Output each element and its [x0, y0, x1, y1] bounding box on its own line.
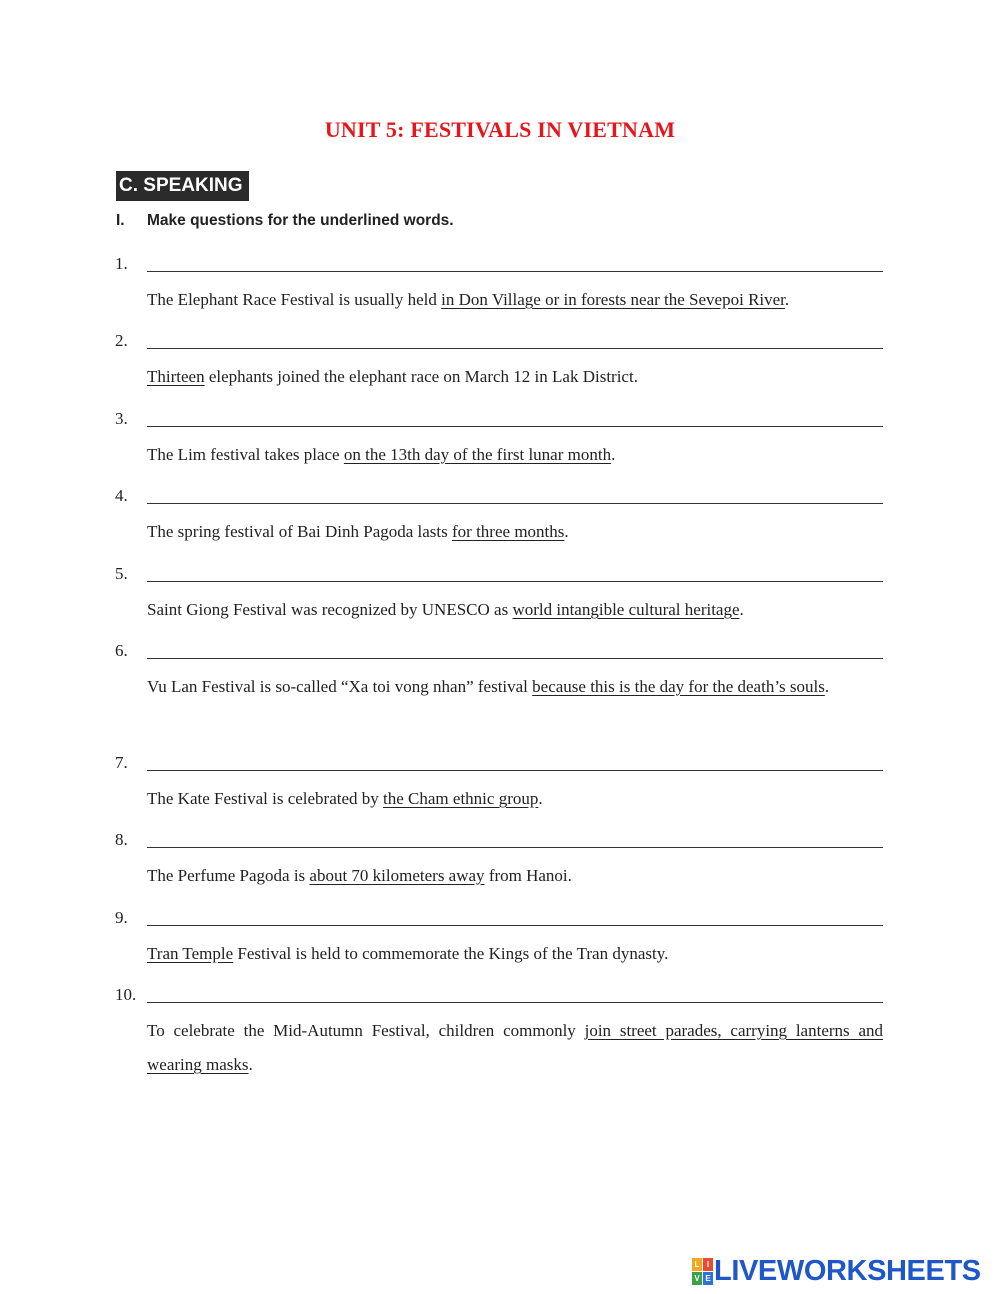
- question-number: 3.: [115, 409, 128, 428]
- answer-blank[interactable]: [147, 1002, 883, 1003]
- underlined-phrase: world intangible cultural heritage: [512, 600, 740, 619]
- sentence-text: .: [611, 445, 616, 464]
- sentence-text: The Kate Festival is celebrated by: [147, 789, 384, 808]
- logo-square: V: [692, 1272, 702, 1285]
- instruction-numeral: I.: [116, 212, 125, 229]
- question-sentence: [147, 360, 883, 394]
- sentence-text: elephants joined the elephant race on March 12 in Lak District.: [204, 367, 638, 386]
- instruction: [116, 210, 454, 232]
- sentence-text: Festival is held to commemorate the Kings of the Tran dynasty.: [233, 944, 669, 963]
- logo-text: LIVEWORKSHEETS: [714, 1254, 981, 1287]
- sentence-text: Vu Lan Festival is so-called “Xa toi vong nhan” festival: [147, 677, 533, 696]
- answer-blank[interactable]: [147, 503, 883, 504]
- question-line: [115, 329, 883, 353]
- question-number: 9.: [115, 908, 128, 927]
- question-number: 1.: [115, 254, 128, 273]
- answer-blank[interactable]: [147, 658, 883, 659]
- section-heading: C. SPEAKING: [116, 171, 249, 201]
- question-sentence: [147, 515, 883, 549]
- question-number: 2.: [115, 331, 128, 350]
- question-number: 8.: [115, 830, 128, 849]
- answer-blank[interactable]: [147, 925, 883, 926]
- sentence-text: .: [538, 789, 543, 808]
- sentence-text: .: [824, 677, 830, 696]
- question-sentence: [147, 1014, 883, 1082]
- answer-blank[interactable]: [147, 348, 883, 349]
- sentence-text: The Lim festival takes place: [147, 445, 344, 464]
- question-sentence: [147, 670, 883, 704]
- question-number: 10.: [115, 985, 137, 1004]
- sentence-text: The spring festival of Bai Dinh Pagoda lasts: [147, 522, 453, 541]
- question-line: [115, 252, 883, 276]
- sentence-text: The Elephant Race Festival is usually held: [147, 290, 442, 309]
- question-sentence: [147, 782, 883, 816]
- question-line: [115, 906, 883, 930]
- sentence-text: .: [784, 290, 790, 309]
- question-sentence: [147, 937, 883, 971]
- question-line: [115, 639, 883, 663]
- question-sentence: [147, 283, 883, 317]
- question-line: [115, 983, 883, 1007]
- answer-blank[interactable]: [147, 426, 883, 427]
- question-number: 6.: [115, 641, 128, 660]
- question-sentence: [147, 438, 883, 472]
- liveworksheets-logo: [692, 1254, 981, 1288]
- instruction-text: Make questions for the underlined words.: [147, 212, 454, 229]
- sentence-text: .: [739, 600, 744, 619]
- question-number: 7.: [115, 753, 128, 772]
- question-line: [115, 407, 883, 431]
- sentence-text: .: [248, 1055, 253, 1074]
- underlined-phrase: in Don Village or in forests near the Sevepoi River: [441, 290, 785, 309]
- question-sentence: [147, 593, 883, 627]
- question-line: [115, 484, 883, 508]
- question-sentence: [147, 859, 883, 893]
- answer-blank[interactable]: [147, 770, 883, 771]
- underlined-phrase: the Cham ethnic group: [383, 789, 539, 808]
- question-line: [115, 562, 883, 586]
- sentence-text: The Perfume Pagoda is: [147, 866, 310, 885]
- underlined-phrase: about 70 kilometers away: [309, 866, 485, 885]
- question-number: 5.: [115, 564, 128, 583]
- answer-blank[interactable]: [147, 581, 883, 582]
- underlined-phrase: because this is the day for the death’s souls: [532, 677, 825, 696]
- logo-square: I: [703, 1258, 713, 1271]
- underlined-phrase: for three months: [452, 522, 565, 541]
- underlined-phrase: Thirteen: [147, 367, 205, 386]
- logo-square: E: [703, 1272, 713, 1285]
- underlined-phrase: Tran Temple: [147, 944, 234, 963]
- logo-square: L: [692, 1258, 702, 1271]
- logo-squares-icon: [692, 1258, 712, 1284]
- question-number: 4.: [115, 486, 128, 505]
- page-title: UNIT 5: FESTIVALS IN VIETNAM: [324, 117, 676, 142]
- underlined-phrase: on the 13th day of the first lunar month: [343, 445, 612, 464]
- question-line: [115, 751, 883, 775]
- answer-blank[interactable]: [147, 847, 883, 848]
- sentence-text: To celebrate the Mid-Autumn Festival, children commonly: [147, 1021, 585, 1040]
- sentence-text: Saint Giong Festival was recognized by UNESCO as: [147, 600, 513, 619]
- sentence-text: .: [564, 522, 569, 541]
- sentence-text: from Hanoi.: [484, 866, 572, 885]
- answer-blank[interactable]: [147, 271, 883, 272]
- question-line: [115, 828, 883, 852]
- underlined-phrase: join street parades, carrying lanterns and wearing masks: [147, 1021, 883, 1074]
